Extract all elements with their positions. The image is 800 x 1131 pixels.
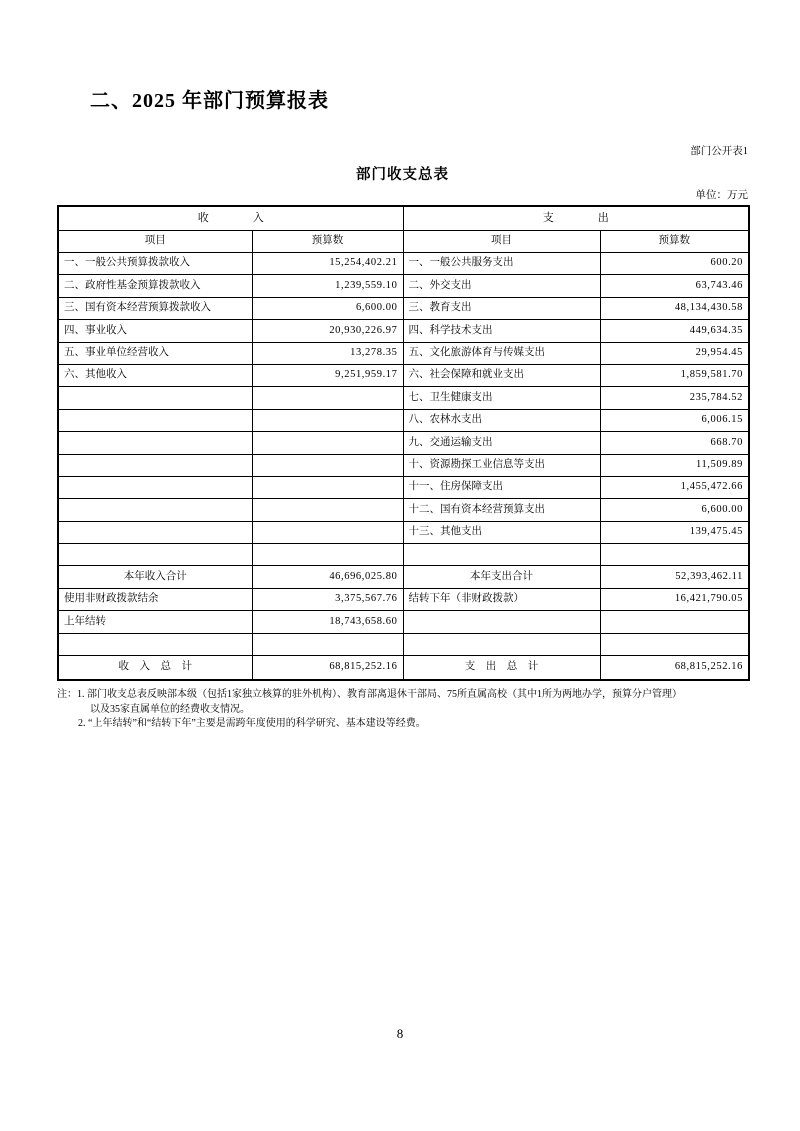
- table-row: [58, 611, 749, 633]
- expense-item-cell: 四、科学技术支出: [403, 320, 600, 342]
- expense-value-cell: [600, 611, 749, 633]
- income-value-cell: 13,278.35: [252, 342, 403, 364]
- table-row: [58, 476, 749, 498]
- income-item-cell: 五、事业单位经营收入: [58, 342, 252, 364]
- expense-item-column-header: 项目: [403, 231, 600, 253]
- expense-budget-column-header: 预算数: [600, 231, 749, 253]
- income-item-cell: [58, 544, 252, 566]
- column-header-row: [58, 231, 749, 253]
- expense-item-cell: 十、资源勘探工业信息等支出: [403, 454, 600, 476]
- note-line: 2. “上年结转”和“结转下年”主要是需跨年度使用的科学研究、基本建设等经费。: [78, 718, 426, 730]
- section-header-row: [58, 206, 749, 231]
- expense-item-cell: 十一、住房保障支出: [403, 476, 600, 498]
- income-value-cell: 3,375,567.76: [252, 588, 403, 610]
- expense-item-cell: 三、教育支出: [403, 297, 600, 319]
- table-row: [58, 633, 749, 655]
- expense-value-cell: 6,600.00: [600, 499, 749, 521]
- income-value-cell: 46,696,025.80: [252, 566, 403, 588]
- income-item-cell: [58, 633, 252, 655]
- income-item-cell: 上年结转: [58, 611, 252, 633]
- expense-value-cell: 1,455,472.66: [600, 476, 749, 498]
- table-row: [58, 656, 749, 681]
- table-row: [58, 342, 749, 364]
- note-line: 以及35家直属单位的经费收支情况。: [90, 703, 250, 715]
- income-budget-column-header: 预算数: [252, 231, 403, 253]
- expense-value-cell: [600, 544, 749, 566]
- expense-value-cell: 16,421,790.05: [600, 588, 749, 610]
- table-head: [58, 206, 749, 253]
- expense-item-cell: 七、卫生健康支出: [403, 387, 600, 409]
- document-title: 二、2025 年部门预算报表: [90, 90, 329, 112]
- income-value-cell: 68,815,252.16: [252, 656, 403, 681]
- unit-label: 单位：万元: [695, 190, 748, 201]
- income-value-cell: 18,743,658.60: [252, 611, 403, 633]
- page-content: [57, 84, 748, 732]
- table-row: [58, 432, 749, 454]
- income-value-cell: [252, 521, 403, 543]
- table-row: [58, 364, 749, 386]
- income-item-cell: [58, 499, 252, 521]
- expense-item-cell: 六、社会保障和就业支出: [403, 364, 600, 386]
- expense-value-cell: 6,006.15: [600, 409, 749, 431]
- expense-item-cell: 五、文化旅游体育与传媒支出: [403, 342, 600, 364]
- income-section-header: 收 入: [58, 206, 403, 231]
- table-row: [58, 409, 749, 431]
- income-value-cell: [252, 633, 403, 655]
- table-title: 部门收支总表: [356, 167, 449, 183]
- income-item-cell: 六、其他收入: [58, 364, 252, 386]
- note-line: 注：1. 部门收支总表反映部本级（包括1家独立核算的驻外机构）、教育部离退休干部局、75所直属高校（其中1所为两地办学，预算分户管理）: [57, 689, 682, 701]
- income-value-cell: [252, 454, 403, 476]
- income-item-cell: [58, 432, 252, 454]
- income-value-cell: 20,930,226.97: [252, 320, 403, 342]
- table-row: [58, 387, 749, 409]
- expense-section-header: 支 出: [403, 206, 749, 231]
- budget-summary-table: [57, 205, 750, 681]
- expense-value-cell: 449,634.35: [600, 320, 749, 342]
- income-value-cell: [252, 544, 403, 566]
- income-value-cell: [252, 476, 403, 498]
- expense-value-cell: [600, 633, 749, 655]
- expense-item-cell: 十二、国有资本经营预算支出: [403, 499, 600, 521]
- table-row: [58, 320, 749, 342]
- table-row: [58, 454, 749, 476]
- expense-item-cell: [403, 611, 600, 633]
- income-value-cell: 9,251,959.17: [252, 364, 403, 386]
- table-row: [58, 521, 749, 543]
- table-notes: [57, 688, 748, 732]
- table-row: [58, 566, 749, 588]
- expense-value-cell: 68,815,252.16: [600, 656, 749, 681]
- expense-item-cell: 一、一般公共服务支出: [403, 253, 600, 275]
- expense-item-cell: 本年支出合计: [403, 566, 600, 588]
- income-item-cell: [58, 454, 252, 476]
- table-body: [58, 253, 749, 681]
- page-number: 8: [396, 1026, 404, 1041]
- income-value-cell: 1,239,559.10: [252, 275, 403, 297]
- table-row: [58, 297, 749, 319]
- expense-item-cell: 结转下年（非财政拨款）: [403, 588, 600, 610]
- expense-item-cell: 九、交通运输支出: [403, 432, 600, 454]
- expense-value-cell: 11,509.89: [600, 454, 749, 476]
- income-item-cell: 二、政府性基金预算拨款收入: [58, 275, 252, 297]
- expense-value-cell: 600.20: [600, 253, 749, 275]
- expense-value-cell: 52,393,462.11: [600, 566, 749, 588]
- income-item-cell: [58, 521, 252, 543]
- income-item-cell: 使用非财政拨款结余: [58, 588, 252, 610]
- income-value-cell: [252, 387, 403, 409]
- table-reference-label: 部门公开表1: [690, 146, 748, 157]
- table-row: [58, 253, 749, 275]
- income-item-cell: [58, 409, 252, 431]
- expense-value-cell: 668.70: [600, 432, 749, 454]
- income-value-cell: [252, 499, 403, 521]
- expense-value-cell: 48,134,430.58: [600, 297, 749, 319]
- table-row: [58, 544, 749, 566]
- income-item-cell: 本年收入合计: [58, 566, 252, 588]
- expense-item-cell: [403, 633, 600, 655]
- expense-value-cell: 63,743.46: [600, 275, 749, 297]
- table-row: [58, 588, 749, 610]
- expense-item-cell: 二、外交支出: [403, 275, 600, 297]
- income-item-column-header: 项目: [58, 231, 252, 253]
- expense-item-cell: 十三、其他支出: [403, 521, 600, 543]
- income-item-cell: [58, 476, 252, 498]
- income-value-cell: 6,600.00: [252, 297, 403, 319]
- income-item-cell: 收 入 总 计: [58, 656, 252, 681]
- income-item-cell: [58, 387, 252, 409]
- income-item-cell: 三、国有资本经营预算拨款收入: [58, 297, 252, 319]
- expense-value-cell: 235,784.52: [600, 387, 749, 409]
- expense-value-cell: 1,859,581.70: [600, 364, 749, 386]
- expense-value-cell: 139,475.45: [600, 521, 749, 543]
- expense-item-cell: 八、农林水支出: [403, 409, 600, 431]
- income-item-cell: 一、一般公共预算拨款收入: [58, 253, 252, 275]
- table-row: [58, 275, 749, 297]
- income-value-cell: [252, 432, 403, 454]
- income-item-cell: 四、事业收入: [58, 320, 252, 342]
- expense-item-cell: [403, 544, 600, 566]
- table-row: [58, 499, 749, 521]
- expense-value-cell: 29,954.45: [600, 342, 749, 364]
- expense-item-cell: 支 出 总 计: [403, 656, 600, 681]
- income-value-cell: 15,254,402.21: [252, 253, 403, 275]
- income-value-cell: [252, 409, 403, 431]
